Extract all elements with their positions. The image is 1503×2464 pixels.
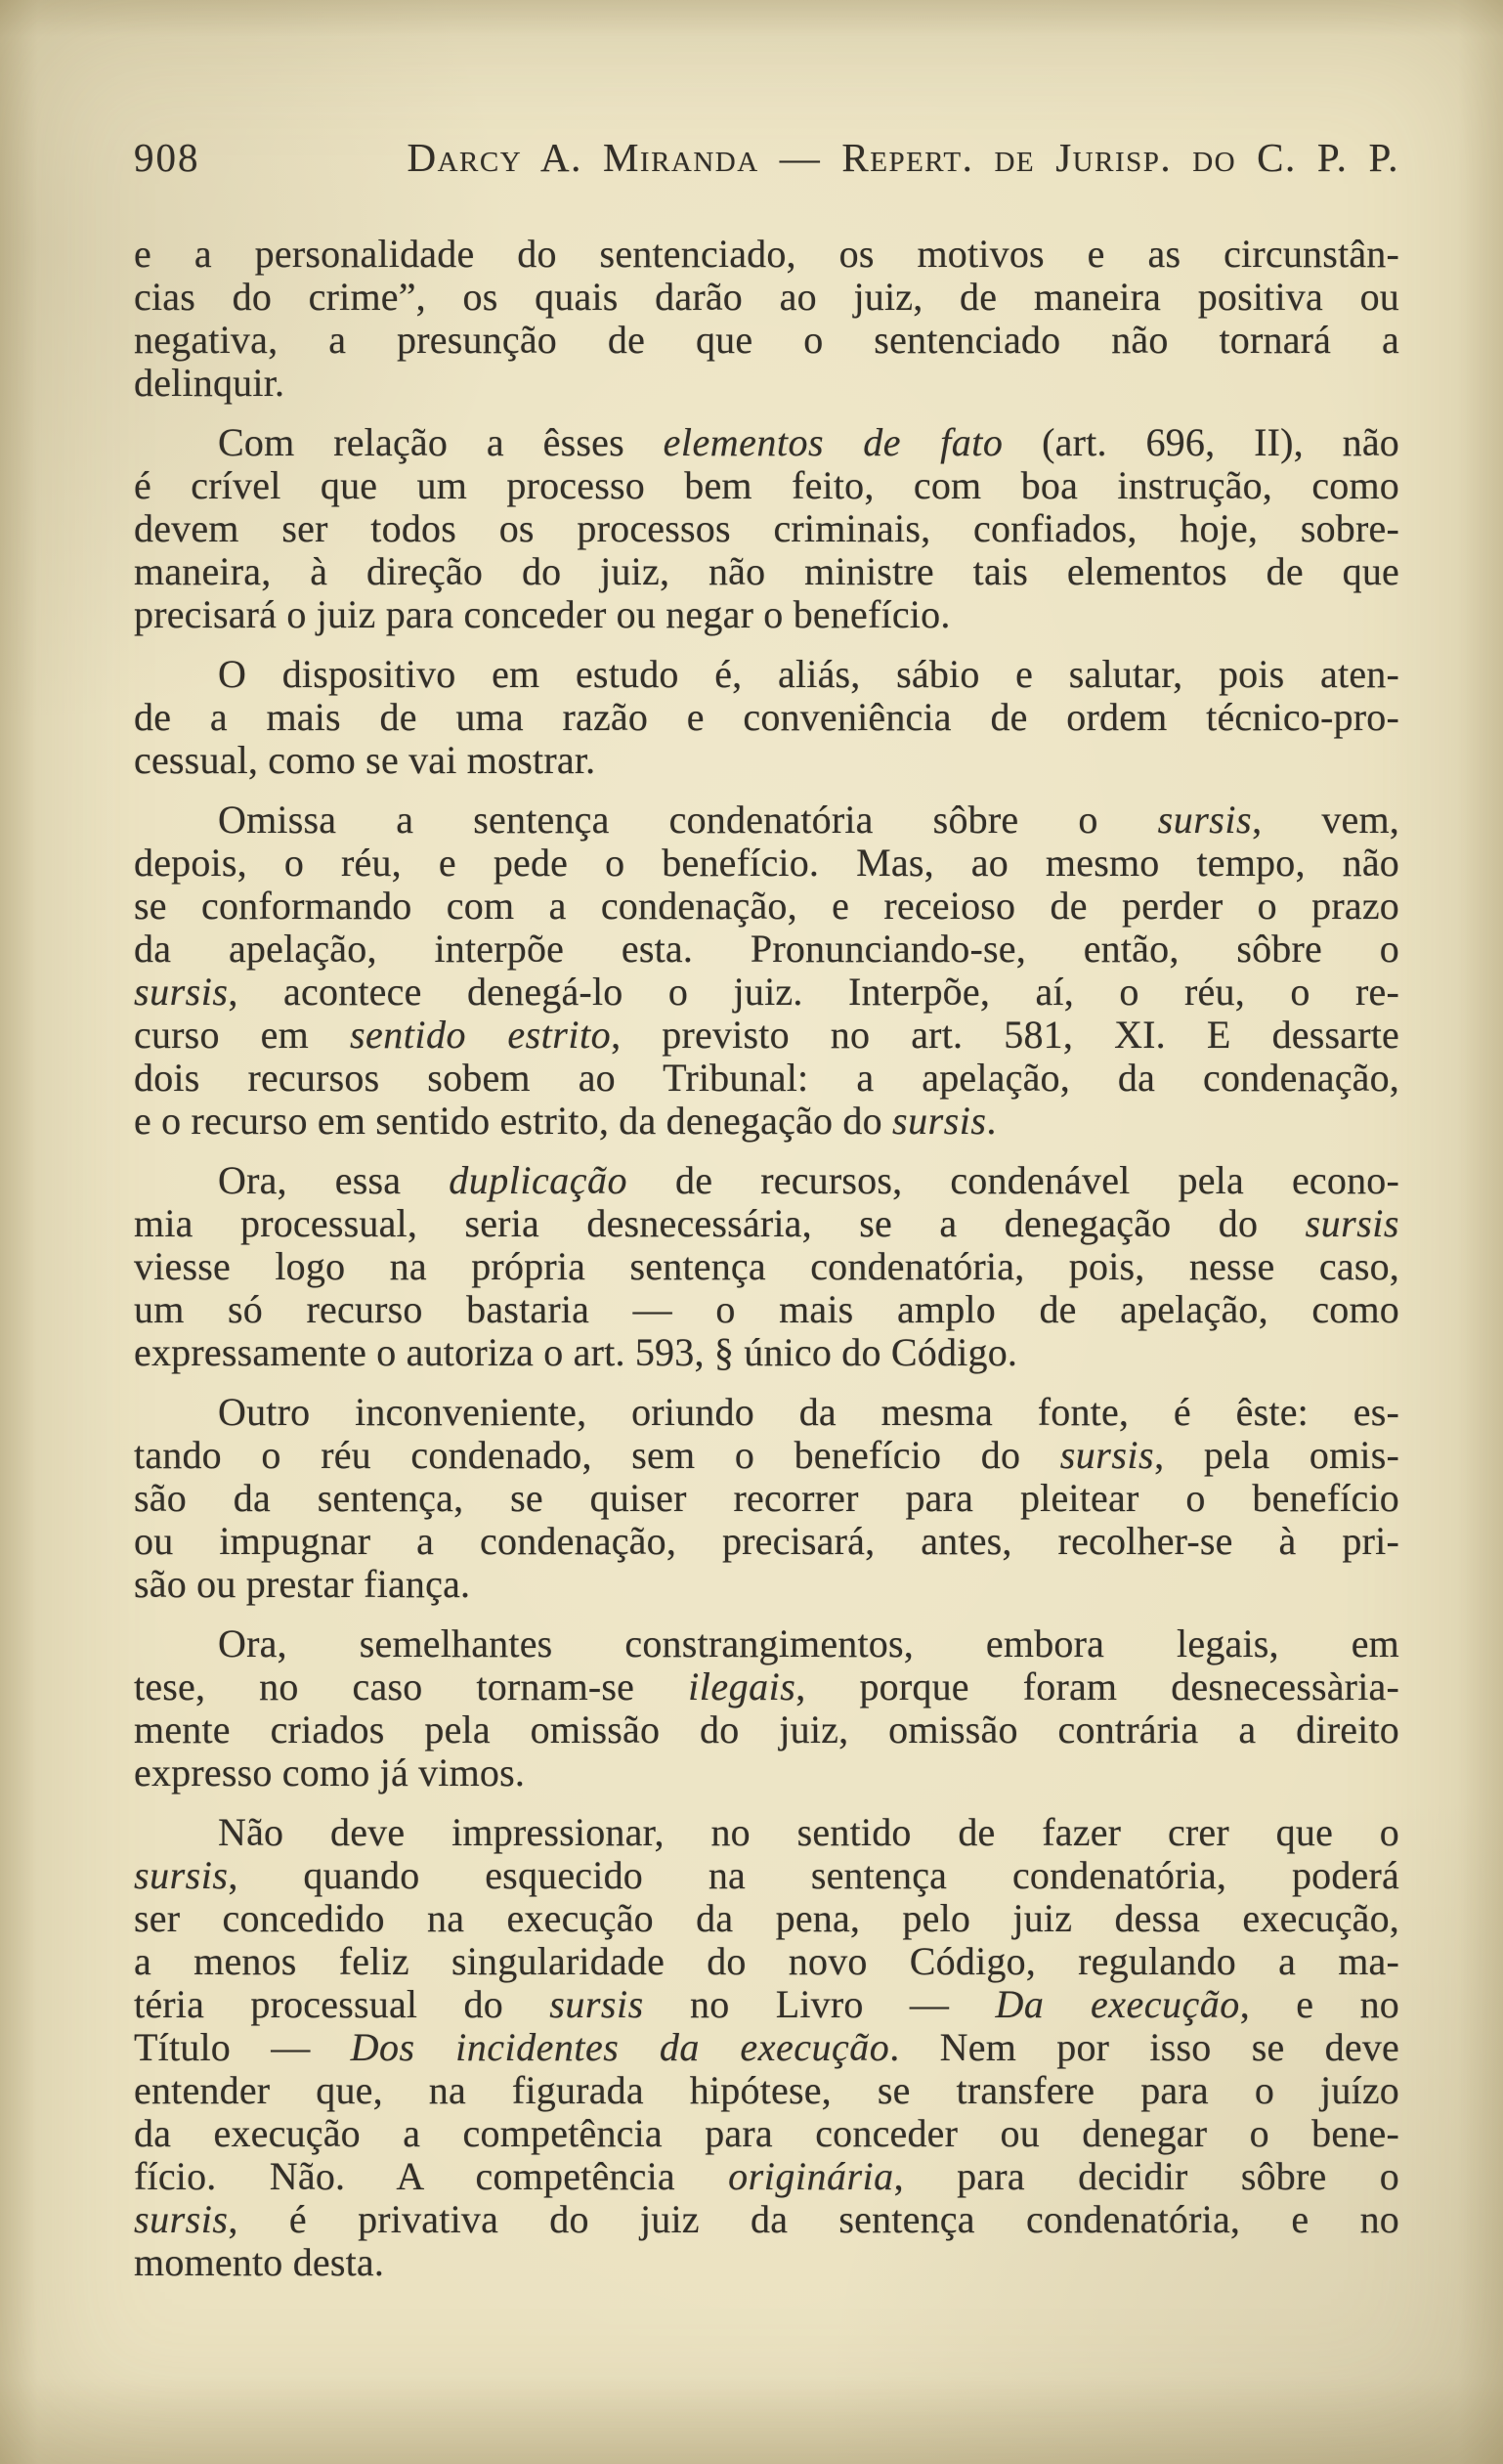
text-line: expresso como já vimos. — [134, 1751, 526, 1794]
text-line: entender que, na figurada hipótese, se transfere para o juízo — [134, 2068, 1399, 2112]
text-line: Ora, essa duplicação de recursos, condenável pela econo- — [218, 1158, 1399, 1202]
body-text — [134, 233, 1399, 2284]
text-line: sursis, quando esquecido na sentença condenatória, poderá — [134, 1853, 1399, 1897]
paragraph — [134, 653, 1399, 782]
text-line: são ou prestar fiança. — [134, 1562, 471, 1606]
text-line: expressamente o autoriza o art. 593, § único do Código. — [134, 1330, 1018, 1374]
text-line: é crível que um processo bem feito, com boa instrução, como — [134, 463, 1399, 507]
paragraph — [134, 233, 1399, 405]
paragraph — [134, 1391, 1399, 1606]
text-line: Com relação a êsses elementos de fato (art. 696, II), não — [218, 420, 1400, 464]
text-line: téria processual do sursis no Livro — Da execução, e no — [134, 1982, 1399, 2026]
text-line: maneira, à direção do juiz, não ministre tais elementos de que — [134, 549, 1399, 593]
running-title: Darcy A. Miranda — Repert. de Jurisp. do C. P. P. — [407, 135, 1399, 180]
text-line: momento desta. — [134, 2240, 385, 2284]
text-line: e o recurso em sentido estrito, da denegação do sursis. — [134, 1099, 997, 1143]
text-line: Não deve impressionar, no sentido de fazer crer que o — [218, 1810, 1399, 1854]
text-line: um só recurso bastaria — o mais amplo de apelação, como — [134, 1287, 1399, 1331]
text-line: depois, o réu, e pede o benefício. Mas, ao mesmo tempo, não — [134, 841, 1399, 885]
text-line: são da sentença, se quiser recorrer para pleitear o benefício — [134, 1476, 1399, 1520]
text-line: viesse logo na própria sentença condenatória, pois, nesse caso, — [134, 1244, 1399, 1288]
text-line: e a personalidade do sentenciado, os motivos e as circunstân- — [134, 232, 1399, 276]
text-line: cessual, como se vai mostrar. — [134, 738, 596, 782]
text-line: Omissa a sentença condenatória sôbre o sursis, vem, — [218, 798, 1399, 842]
text-line: da execução a competência para conceder ou denegar o bene- — [134, 2111, 1399, 2155]
text-line: mente criados pela omissão do juiz, omissão contrária a direito — [134, 1708, 1399, 1751]
paragraph — [134, 421, 1399, 636]
text-line: sursis, acontece denegá-lo o juiz. Interpõe, aí, o réu, o re- — [134, 970, 1399, 1014]
text-line: Título — Dos incidentes da execução. Nem por isso se deve — [134, 2025, 1399, 2069]
text-line: fício. Não. A competência originária, para decidir sôbre o — [134, 2154, 1399, 2198]
text-line: a menos feliz singularidade do novo Código, regulando a ma- — [134, 1939, 1399, 1983]
text-line: mia processual, seria desnecessária, se a denegação do sursis — [134, 1201, 1399, 1245]
text-line: ou impugnar a condenação, precisará, antes, recolher-se à pri- — [134, 1519, 1399, 1563]
text-line: tando o réu condenado, sem o benefício do sursis, pela omis- — [134, 1433, 1399, 1477]
paragraph — [134, 799, 1399, 1143]
text-line: O dispositivo em estudo é, aliás, sábio e salutar, pois aten- — [218, 652, 1399, 696]
text-line: devem ser todos os processos criminais, confiados, hoje, sobre- — [134, 506, 1399, 550]
text-line: tese, no caso tornam-se ilegais, porque foram desnecessària- — [134, 1664, 1399, 1708]
paragraph — [134, 1159, 1399, 1374]
text-line: dois recursos sobem ao Tribunal: a apelação, da condenação, — [134, 1056, 1399, 1100]
text-line: precisará o juiz para conceder ou negar o benefício. — [134, 592, 951, 636]
text-line: ser concedido na execução da pena, pelo juiz dessa execução, — [134, 1896, 1399, 1940]
text-line: sursis, é privativa do juiz da sentença condenatória, e no — [134, 2197, 1399, 2241]
text-line: Outro inconveniente, oriundo da mesma fonte, é êste: es- — [218, 1390, 1399, 1434]
text-line: delinquir. — [134, 361, 285, 405]
text-line: cias do crime”, os quais darão ao juiz, de maneira positiva ou — [134, 275, 1399, 319]
paragraph — [134, 1622, 1399, 1794]
text-line: se conformando com a condenação, e receioso de perder o prazo — [134, 884, 1399, 928]
text-line: Ora, semelhantes constrangimentos, embora legais, em — [218, 1621, 1399, 1665]
text-line: curso em sentido estrito, previsto no art. 581, XI. E dessarte — [134, 1013, 1399, 1057]
text-line: de a mais de uma razão e conveniência de ordem técnico-pro- — [134, 695, 1399, 739]
paragraph — [134, 1811, 1399, 2284]
page-header — [134, 135, 1399, 180]
text-line: da apelação, interpõe esta. Pronunciando-se, então, sôbre o — [134, 927, 1399, 971]
page-number: 908 — [134, 135, 200, 180]
text-line: negativa, a presunção de que o sentenciado não tornará a — [134, 318, 1399, 362]
